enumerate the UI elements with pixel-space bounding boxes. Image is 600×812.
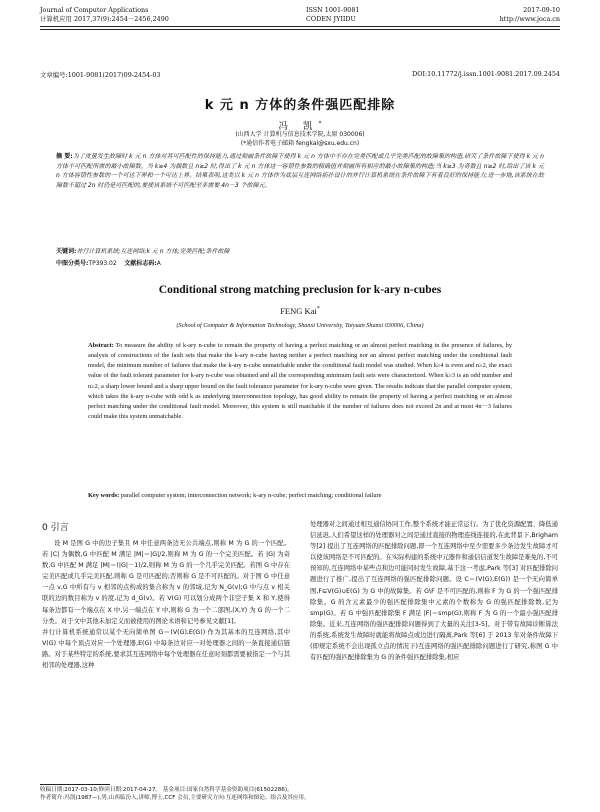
- author-name-cn: 冯 凯: [278, 121, 319, 132]
- abstract-en-text: To measure the ability of k-ary n-cube to remain the property of having a perfect matching or an almost perfect matching in the presence of failures, by analysis of constructions of the fault sets that make the k-ary n-cube having neither a perfect matching nor an almost perfect matching under the conditional fault model, the minimum number of failures that make the k-ary n-cube unmatchable under the conditional fault model was studied. When k≥4 is even and n≥2, the exact value of the fault tolerant parameter for k-ary n-cube was obtained and all the corresponding minimum fault sets were characterized. When k≥3 is an odd number and n≥2, a sharp lower bound and a sharp upper bound on the fault tolerance parameter for k-ary n-cube were given. The results indicate that the parallel computer system, which takes the k-ary n-cube with odd k as underlying interconnection topology, has good ability to remain the property of having a perfect matching or an almost perfect matching under the conditional fault model. Moreover, this system is still matchable if the number of failures does not exceed 2n and at most 4n－3 failures could make this system unmatchable.: [88, 342, 512, 421]
- footnote-author-bio: 作者简介:冯凯(1987—),男,山西临汾人,讲师,博士,CCF 会员,主要研究方向:互连网络和图论、组合及其应用。: [40, 795, 310, 802]
- journal-citation-cn: 计算机应用 2017,37(9):2454－2456,2490: [40, 14, 169, 23]
- affiliation-cn-text: (山西大学 计算机与信息技术学院,太原 030006): [235, 131, 365, 138]
- affiliation-cn: [0, 130, 600, 148]
- abstract-en-label: Abstract:: [88, 342, 114, 349]
- corresponding-email: (*通信作者电子邮箱 fengkai@sxu.edu.cn): [240, 140, 360, 147]
- title-en: Conditional strong matching preclusion for k-ary n-cubes: [158, 284, 442, 296]
- abstract-cn-label: 摘 要:: [56, 153, 73, 160]
- keywords-cn-label: 关键词:: [56, 248, 77, 255]
- keywords-en: [88, 491, 512, 501]
- abstract-cn: [56, 152, 544, 190]
- abstract-en: [88, 341, 512, 422]
- author-name-en: FENG Kai: [280, 306, 317, 316]
- author-mark: *: [318, 119, 322, 127]
- keywords-cn: [56, 247, 544, 256]
- title-cn: k 元 n 方体的条件强匹配排除: [204, 98, 396, 113]
- class-cn-value: TP393.02: [88, 260, 117, 267]
- keywords-en-text: parallel computer system; interconnection network; k-ary n-cube; perfect matching; conditional failure: [120, 492, 382, 499]
- affiliation-en: (School of Computer & Information Technology, Shanxi University, Taiyuan Shanxi 030006, China): [176, 322, 424, 329]
- header-rule-top: [40, 26, 560, 27]
- class-cn-label: 中图分类号:: [56, 260, 89, 267]
- keywords-en-label: Key words:: [88, 492, 120, 499]
- footnote: [40, 786, 560, 803]
- classification-cn: [56, 258, 544, 267]
- article-number: 文章编号:1001-9081(2017)09-2454-03: [40, 71, 161, 79]
- body-column-left: 设 M 是图 G 中的边子集且 M 中任意两条边无公共端点,则称 M 为 G 的一个匹配。若 |C| 为偶数,G 中匹配 M 满足 |M|＝|G|/2,则称 M 为 G 的一个完美匹配。若 |G| 为奇数,G 中匹配 M 满足 |M|＝(|G|－1)/2,则称 M 为 G 的一个几乎完美匹配。若图 G 中存在完美匹配或几乎完美匹配,则称 G 是可匹配的;否则称 G 是不可匹配的。对于图 G 中任意一点 v,G 中所有与 v 相邻的点构成的集合称为 v 的邻域,记为 N_G(v);G 中与点 v 相关联的边的数目称为 v 的度,记为 d_G(v)。若 V(G) 可以划分成两个非空子集 X 和 Y,使得每条边都有一个端点在 X 中,另一端点在 Y 中,则称 G 为一个二部图,(X,Y) 为 G 的一个二分类。对于文中其他未加定义而被使用的图论术语和记号参见文献[1]。 并行计算机系统通常以某个无向简单图 G＝(V(G),E(G)) 作为其基本的互连网络,其中 V(G) 中每个顶点对应一个处理器,E(G) 中每条边对应一对处理器之间的一条直接通信链路。对于某些特定的系统,要求其互连网络中每个处理器在任意时刻都需要被指定一个与其相邻的处理器,这种: [42, 540, 290, 670]
- section-title: 0 引言: [42, 523, 69, 533]
- doc-code-value: A: [156, 260, 161, 267]
- header-rule-bottom: [40, 29, 560, 30]
- doi[interactable]: DOI:10.11772/j.issn.1001-9081.2017.09.2454: [412, 70, 560, 78]
- journal-name-en: Journal of Computer Applications: [40, 6, 149, 14]
- keywords-cn-text: 并行计算机系统;互连网络;k 元 n 方体;完美匹配;条件故障: [76, 248, 230, 255]
- issn: ISSN 1001-9081: [306, 6, 360, 14]
- footnote-rule: [40, 784, 110, 785]
- author-en: [0, 306, 600, 316]
- footnote-dates-funding: 收稿日期:2017-03-10;修回日期:2017-04-27。 基金项目:国家自然科学基金资助项目(61502286)。: [40, 787, 293, 793]
- author-mark-en: *: [316, 306, 320, 313]
- body-column-right: 处理器对之间通过相互通信协同工作,整个系统才能正常运行。为了优化资源配置、降低通信延迟,人们希望这样的处理器对之间是通过直接的物理连线连接的,在此背景下,Brigham 等[2] 提出了互连网络的匹配排除问题,即一个互连网络中至少需要多少条边发生故障才可以使该网络是不可匹配的。在实际构建的系统中元器件和通信信道发生故障是难免的,不可预知的,互连网络中某些点和边可能同时发生故障,基于这一考虑,Park 等[3] 对匹配排除问题进行了推广,提出了互连网络的强匹配排除问题。设 C＝(V(G),E(G)) 是一个无向简单图,F⊆V(G)∪E(G) 为 G 中的故障集。若 G\F 是不可匹配的,则称 F 为 G 的一个强匹配排除集。G 的含元素最少的强匹配排除集中元素的个数称为 G 的强匹配排除数,记为 smp(G)。若 G 中强匹配排除集 F 满足 |F|＝smp(G),则称 F 为 G 的一个最小强匹配排除集。近来,互连网络的强匹配排除问题得到了大量的关注[3-5]。对于带有故障诊断算法的系统,系统发生故障时就能将故障点或边进行隔离,Park 等[6] 于 2013 年对条件故障下(即规定系统不会出现孤立点的情况下)互连网络的强匹配排除问题进行了研究,称图 G 中有匹配的强匹配排除集为 G 的条件强匹配排除集,相应: [310, 521, 558, 662]
- coden: CODEN JYIIDU: [306, 14, 356, 23]
- doc-code-label: 文献标志码:: [124, 260, 157, 267]
- journal-url[interactable]: http://www.joca.cn: [499, 14, 560, 23]
- abstract-cn-text: 为了度量发生故障时 k 元 n 方体对其可匹配性的保持能力,通过刻画条件故障下使得 k 元 n 方体中不存在完美匹配或几乎完美匹配的故障集的构造,研究了条件故障下使得 k 元 n 方体不可匹配所需的最小故障数。当 k≥4 为偶数且 n≥2 时,得出了 k 元 n 方体这一容错性参数的精确值并刻画所有相应的最小故障集的构造;当 k≥3 为奇数且 n≥2 时,给出了该 k 元 n 方体容错性参数的一个可达下界和一个可达上界。结果表明,这类以 k 元 n 方体作为底层互连网络拓扑设计的并行计算机系统在条件故障下有着良好的保持能力;进一步地,该系统在故障数不超过 2n 时仍是可匹配的,要使该系统不可匹配至多需要 4n－3 个故障元。: [56, 153, 544, 189]
- publish-date: 2017-09-10: [523, 6, 560, 14]
